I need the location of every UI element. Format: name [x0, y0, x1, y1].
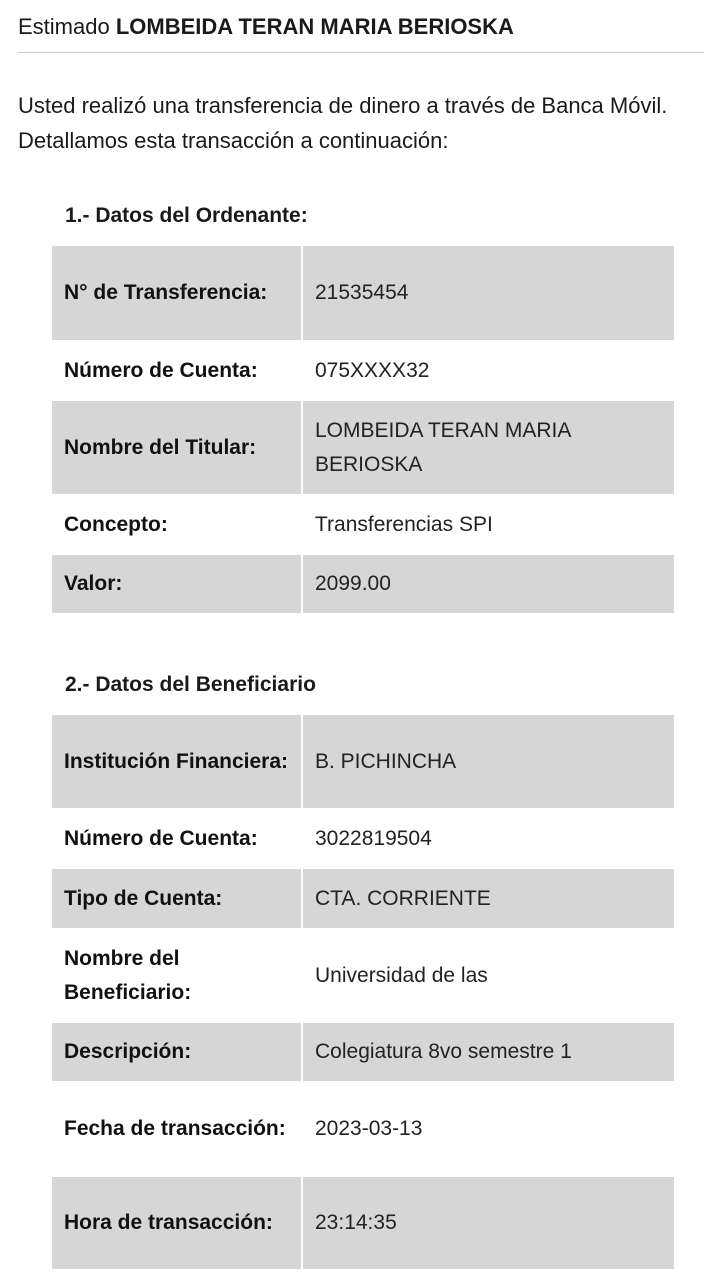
greeting-prefix: Estimado: [18, 14, 110, 39]
table-row: [52, 401, 674, 494]
table-row: [52, 869, 674, 928]
transfer-number-label: N° de Transferencia:: [52, 246, 302, 340]
ordenante-table: [52, 246, 674, 613]
amount-label: Valor:: [52, 555, 302, 613]
account-number-label: Número de Cuenta:: [64, 358, 258, 382]
intro-text: Usted realizó una transferencia de dinero a través de Banca Móvil. Detallamos esta transacción a continuación:: [18, 93, 668, 153]
transaction-date-value: 2023-03-13: [302, 1081, 674, 1177]
table-row: [52, 555, 674, 613]
holder-name-label: Nombre del Titular:: [52, 401, 302, 494]
institution-label: Institución Financiera:: [52, 715, 302, 808]
table-row: [52, 715, 674, 808]
institution-value: B. PICHINCHA: [302, 715, 674, 808]
table-row: [52, 1023, 674, 1081]
table-row: [52, 1177, 674, 1269]
account-number-value: 075XXXX32: [302, 340, 674, 401]
beneficiary-name-value: Universidad de las: [302, 928, 674, 1023]
account-type-label: Tipo de Cuenta:: [52, 869, 302, 928]
table-row: [52, 928, 674, 1023]
table-row: [52, 808, 674, 869]
description-value: Colegiatura 8vo semestre 1: [302, 1023, 674, 1081]
table-row: [52, 494, 674, 555]
holder-name-value: LOMBEIDA TERAN MARIA BERIOSKA: [302, 401, 674, 494]
customer-name: LOMBEIDA TERAN MARIA BERIOSKA: [115, 14, 514, 39]
ordenante-section-title: 1.- Datos del Ordenante:: [65, 204, 308, 227]
transaction-time-value: 23:14:35: [302, 1177, 674, 1269]
beneficiary-account-label: Número de Cuenta:: [64, 826, 258, 850]
transaction-date-label: Fecha de transacción:: [64, 1117, 286, 1140]
amount-value: 2099.00: [302, 555, 674, 613]
beneficiario-table: [52, 715, 674, 1269]
table-row: [52, 340, 674, 401]
divider: [18, 52, 704, 53]
transaction-time-label: Hora de transacción:: [52, 1177, 302, 1269]
beneficiary-name-label: Nombre del Beneficiario:: [64, 946, 192, 1004]
description-label: Descripción:: [52, 1023, 302, 1081]
beneficiario-section-title: 2.- Datos del Beneficiario: [65, 673, 316, 696]
concept-label: Concepto:: [64, 512, 168, 536]
table-row: [52, 246, 674, 340]
beneficiary-account-value: 3022819504: [302, 808, 674, 869]
account-type-value: CTA. CORRIENTE: [302, 869, 674, 928]
table-row: [52, 1081, 674, 1177]
concept-value: Transferencias SPI: [302, 494, 674, 555]
greeting: [18, 12, 514, 42]
transfer-number-value: 21535454: [302, 246, 674, 340]
